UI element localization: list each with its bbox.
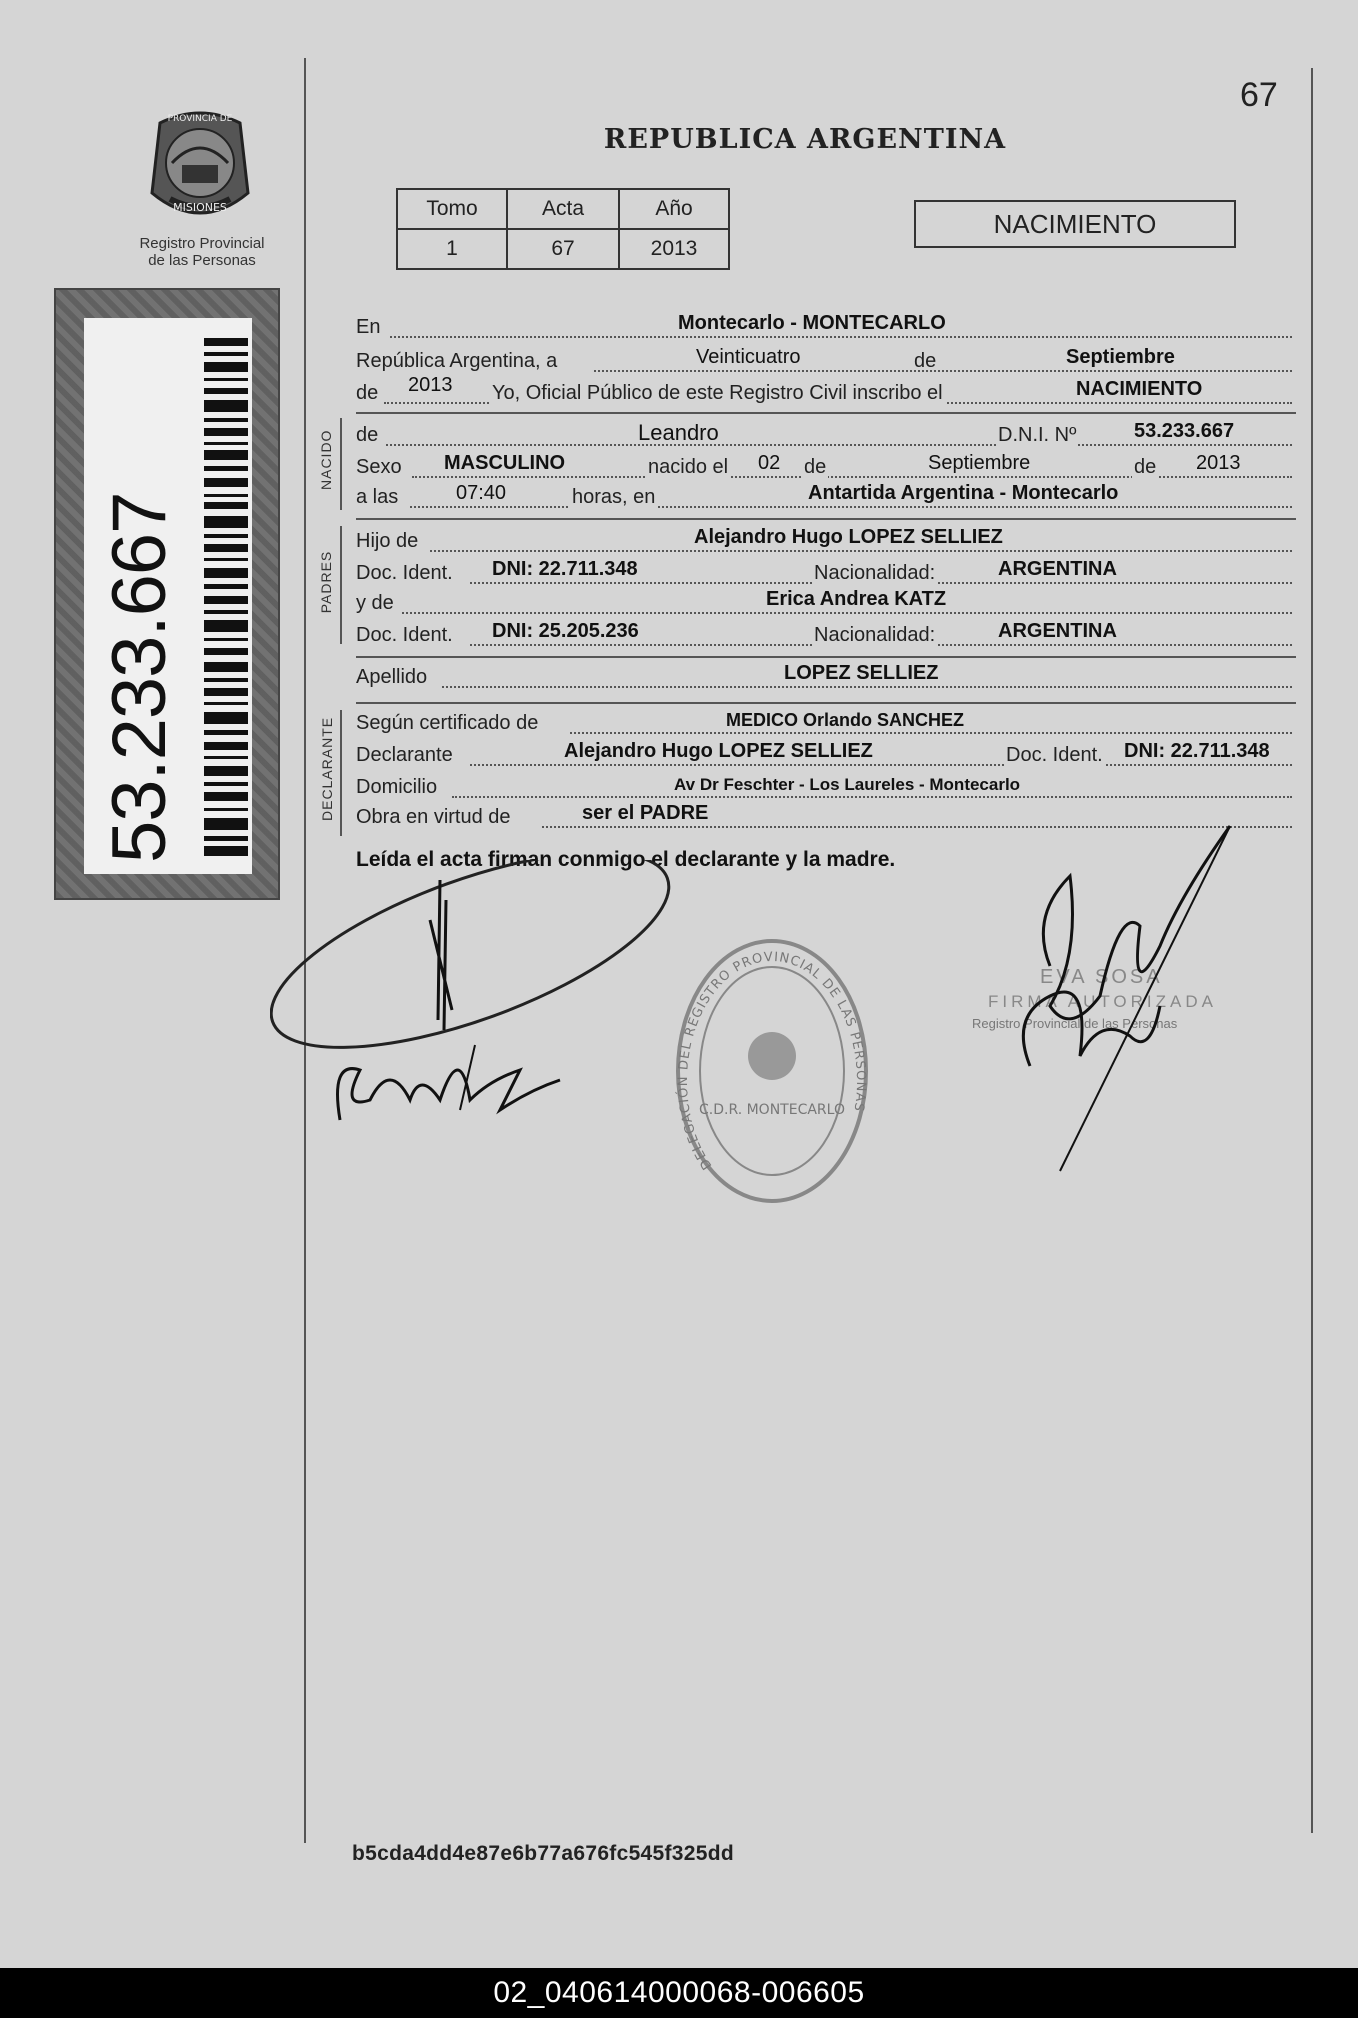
acta-header: Acta: [507, 189, 619, 229]
acta-value: 67: [507, 229, 619, 269]
label-obra: Obra en virtud de: [356, 806, 511, 828]
row-apellido: [356, 662, 1292, 692]
label-hijo-de: Hijo de: [356, 530, 419, 552]
stamp-official-name: EVA SOSA: [1040, 966, 1163, 988]
closing-statement: Leída el acta firman conmigo el declarante y la madre.: [356, 848, 896, 871]
document-title: REPUBLICA ARGENTINA: [603, 124, 1007, 155]
dni-sticker-number: 53.233.667: [97, 492, 182, 863]
value-declarante-doc: DNI: 22.711.348: [1124, 740, 1270, 762]
label-certificado: Según certificado de: [356, 712, 539, 734]
label-apellido: Apellido: [356, 666, 428, 688]
label-a-las: a las: [356, 486, 399, 508]
row-hora: [356, 482, 1292, 512]
value-birth-day: 02: [758, 452, 781, 474]
crest-caption-line1: Registro Provincial: [139, 235, 265, 252]
label-de-year: de: [356, 382, 379, 404]
section-divider: [356, 656, 1296, 658]
label-de-month: de: [914, 350, 937, 372]
value-child-name: Leandro: [638, 420, 719, 445]
row-republica: [356, 346, 1292, 376]
value-month: Septiembre: [1066, 346, 1175, 368]
section-divider: [356, 412, 1296, 414]
section-label-nacido: NACIDO: [318, 429, 334, 490]
row-declarante: [356, 740, 1292, 770]
reference-table-header-row: [397, 189, 729, 229]
svg-text:C.D.R. MONTECARLO: C.D.R. MONTECARLO: [699, 1102, 845, 1118]
label-father-doc: Doc. Ident.: [356, 562, 453, 584]
reference-table: [396, 188, 730, 270]
dni-sticker: [54, 288, 280, 900]
crest-caption-line2: de las Personas: [148, 252, 256, 269]
provincia-de-misiones-crest-icon: [140, 103, 260, 233]
value-birth-hour: 07:40: [456, 482, 507, 504]
label-y-de: y de: [356, 592, 394, 614]
label-nacido-el: nacido el: [648, 456, 729, 478]
value-mother-nationality: ARGENTINA: [998, 620, 1117, 642]
label-domicilio: Domicilio: [356, 776, 438, 798]
label-republica: República Argentina, a: [356, 350, 558, 372]
value-day-words: Veinticuatro: [696, 346, 801, 368]
anio-value: 2013: [619, 229, 729, 269]
registry-seal: [672, 936, 872, 1206]
label-sexo: Sexo: [356, 456, 402, 478]
barcode-icon: [204, 338, 248, 858]
value-child-dni: 53.233.667: [1134, 420, 1235, 442]
label-declarante-doc: Doc. Ident.: [1006, 744, 1103, 766]
act-type-box: NACIMIENTO: [914, 200, 1236, 248]
reference-table-value-row: [397, 229, 729, 269]
row-mother-doc: [356, 620, 1292, 650]
value-place: Montecarlo - MONTECARLO: [678, 312, 946, 334]
scan-footer-id: 02_040614000068-006605: [0, 1968, 1358, 2018]
label-inscribo: Yo, Oficial Público de este Registro Civil inscribo el: [492, 382, 943, 404]
label-mother-doc: Doc. Ident.: [356, 624, 453, 646]
stamp-official-role: FIRMA AUTORIZADA: [988, 992, 1217, 1011]
value-father-name: Alejandro Hugo LOPEZ SELLIEZ: [694, 526, 1003, 548]
svg-text:DELEGACIÓN DEL REGISTRO PROVIN: DELEGACIÓN DEL REGISTRO PROVINCIAL DE LAS PERSONAS: [675, 949, 869, 1173]
value-father-doc: DNI: 22.711.348: [492, 558, 638, 580]
value-birth-year: 2013: [1196, 452, 1241, 474]
label-horas-en: horas, en: [572, 486, 656, 508]
tomo-value: 1: [397, 229, 507, 269]
label-declarante: Declarante: [356, 744, 453, 766]
value-father-nationality: ARGENTINA: [998, 558, 1117, 580]
label-father-nationality: Nacionalidad:: [814, 562, 936, 584]
label-de-birth-month: de: [804, 456, 827, 478]
value-mother-name: Erica Andrea KATZ: [766, 588, 947, 610]
row-nacido-name: [356, 420, 1292, 450]
label-mother-nationality: Nacionalidad:: [814, 624, 936, 646]
row-domicilio: [356, 772, 1292, 802]
row-inscribo: [356, 374, 1292, 408]
crest-caption: [112, 235, 292, 269]
document-hash: b5cda4dd4e87e6b77a676fc545f325dd: [352, 1842, 735, 1865]
section-divider: [356, 518, 1296, 520]
row-certificado: [356, 708, 1292, 738]
value-obra: ser el PADRE: [582, 802, 709, 824]
value-declarante: Alejandro Hugo LOPEZ SELLIEZ: [564, 740, 873, 762]
tomo-header: Tomo: [397, 189, 507, 229]
value-birth-month: Septiembre: [928, 452, 1031, 474]
section-label-declarante: DECLARANTE: [319, 716, 335, 821]
value-sexo: MASCULINO: [444, 452, 566, 474]
value-certificado: MEDICO Orlando SANCHEZ: [726, 710, 965, 730]
row-y-de: [356, 588, 1292, 618]
official-signature: [1010, 816, 1260, 1176]
section-label-padres: PADRES: [318, 550, 334, 614]
value-birth-place: Antartida Argentina - Montecarlo: [808, 482, 1119, 504]
row-sexo: [356, 452, 1292, 482]
right-margin-rule: [1311, 68, 1313, 1833]
label-de-name: de: [356, 424, 379, 446]
value-year: 2013: [408, 374, 453, 396]
value-mother-doc: DNI: 25.205.236: [492, 620, 639, 642]
label-en: En: [356, 316, 381, 338]
row-hijo-de: [356, 526, 1292, 556]
row-father-doc: [356, 558, 1292, 588]
stamp-official-org: Registro Provincial de las Personas: [972, 1016, 1178, 1031]
declarant-signature: [270, 860, 690, 1160]
value-domicilio: Av Dr Feschter - Los Laureles - Montecarlo: [674, 775, 1021, 794]
svg-text:PROVINCIA DE: PROVINCIA DE: [167, 114, 233, 124]
label-dni: D.N.I. Nº: [998, 424, 1077, 446]
value-apellido: LOPEZ SELLIEZ: [784, 662, 939, 684]
section-divider: [356, 702, 1296, 704]
value-inscribo: NACIMIENTO: [1076, 378, 1203, 400]
svg-text:MISIONES: MISIONES: [173, 201, 227, 214]
page-number: 67: [1240, 76, 1278, 114]
anio-header: Año: [619, 189, 729, 229]
label-de-birth-year: de: [1134, 456, 1157, 478]
row-en: [356, 312, 1292, 342]
